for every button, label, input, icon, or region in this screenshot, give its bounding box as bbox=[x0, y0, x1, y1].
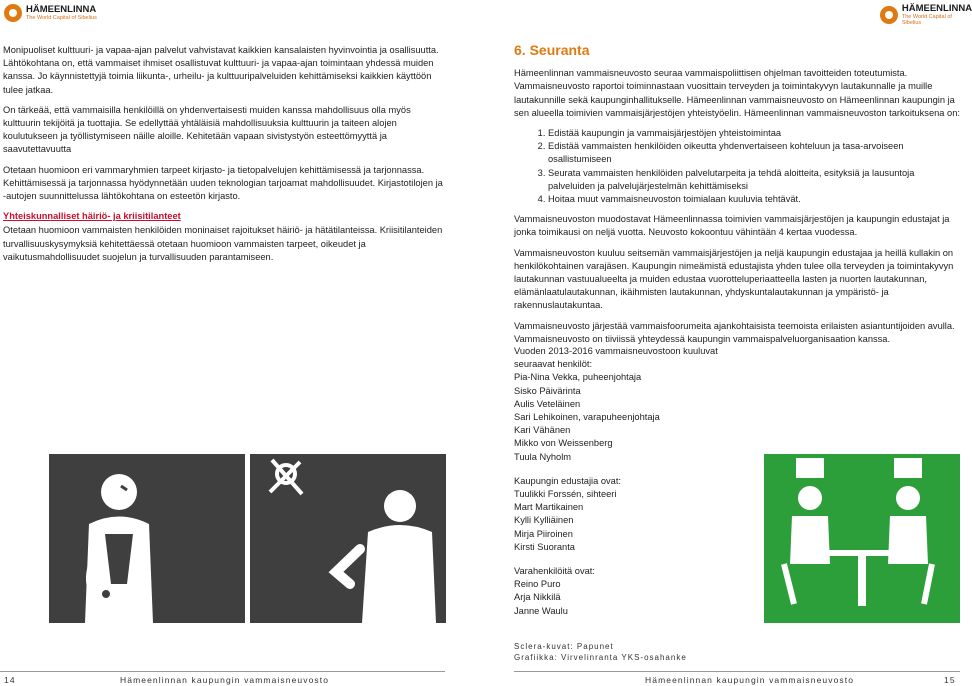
list-item: Mirja Piiroinen bbox=[514, 528, 573, 539]
list-item: Aulis Veteläinen bbox=[514, 398, 581, 409]
sun-logo-icon bbox=[880, 6, 898, 24]
left-column bbox=[3, 44, 443, 271]
purpose-list bbox=[514, 127, 960, 206]
footer-divider bbox=[514, 671, 960, 672]
list-item: Kylli Kylliäinen bbox=[514, 515, 574, 526]
logo-tagline: The World Capital of Sibelius bbox=[26, 15, 97, 21]
meeting-icon bbox=[764, 454, 960, 623]
list-item: Sari Lehikoinen, varapuheenjohtaja bbox=[514, 412, 660, 423]
alt-intro: Varahenkilöitä ovat: bbox=[514, 566, 595, 577]
image-credits bbox=[514, 642, 687, 663]
paragraph: Vammaisneuvosto järjestää vammaisfoorumeita ajankohtaisista teemoista erilaisten asiantuntijoiden avulla. Vammaisneuvosto on tiiviissä yhteydessä kaupungin vammaispalveluorganisaation kanssa. bbox=[514, 320, 955, 344]
section-heading: 6. Seuranta bbox=[514, 42, 590, 58]
list-item: Tuulikki Forssén, sihteeri bbox=[514, 489, 617, 500]
paragraph: On tärkeää, että vammaisilla henkilöillä on yhdenvertaisesti muiden kanssa mahdollisuus olla myös kulttuurin tekijöitä ja tuottajia. Se edellyttää yhtäläisiä mahdollisuuksia kulttuurin ja taiteen alojen koulutukseen ja työllistymiseen näille aloille. Kehitetään vapaan sivistystyön esteettömyyttä ja saavutettavuutta bbox=[3, 104, 411, 155]
logo-name: HÄMEENLINNA bbox=[901, 3, 972, 14]
credit-line: Sclera-kuvat: Papunet bbox=[514, 642, 614, 651]
list-item: Janne Waulu bbox=[514, 605, 568, 616]
page-number-left: 14 bbox=[4, 675, 16, 685]
section-subheading: Yhteiskunnalliset häiriö- ja kriisitilanteet bbox=[3, 211, 181, 222]
logo-name: HÄMEENLINNA bbox=[26, 4, 97, 15]
right-column bbox=[514, 44, 960, 353]
list-item: 4. Hoitaa muut vammaisneuvoston toimialaan kuuluvia tehtävät. bbox=[548, 193, 960, 206]
logo-left bbox=[4, 4, 97, 22]
list-item: Reino Puro bbox=[514, 579, 561, 590]
paragraph: Vammaisneuvoston kuuluu seitsemän vammaisjärjestöjen ja neljä kaupungin edustajaa ja heillä kullakin on henkilökohtainen varajäsen. Kaupungin nimeämistä edustajista yhden tulee olla terveyden ja toimintakyvyn lautakunnan vastuualueelta ja muiden edustaa vuorotteluperiaatteella lasten ja nuorten lautakunnan, elämänlaatulautakunnan, ikäihmisten lautakunnan, yhdyskuntalautakunnan ja ympäristö- ja rakennuslautakuntaa. bbox=[514, 247, 954, 311]
members-intro: Vuoden 2013-2016 vammaisneuvostoon kuuluvat seuraavat henkilöt: bbox=[514, 346, 718, 370]
list-item: Tuula Nyholm bbox=[514, 451, 572, 462]
footer-title-right: Hämeenlinnan kaupungin vammaisneuvosto bbox=[645, 675, 855, 685]
sun-logo-icon bbox=[4, 4, 22, 22]
paragraph: Otetaan huomioon vammaisten henkilöiden moninaiset rajoitukset häiriö- ja hätätilanteissa. Kriisitilanteiden turvallisuuskysymyksiä kehitettäessä otetaan huomioon vammaisten tarpeet, oikeudet ja vaikutusmahdollisuudet suojelun ja turvallisuuden parantamiseen. bbox=[3, 225, 443, 262]
pictogram-tools bbox=[250, 454, 446, 623]
footer-divider bbox=[0, 671, 445, 672]
list-item: Kirsti Suoranta bbox=[514, 541, 575, 552]
footer-title-left: Hämeenlinnan kaupungin vammaisneuvosto bbox=[120, 675, 330, 685]
list-item: Mikko von Weissenberg bbox=[514, 438, 613, 449]
tools-icon bbox=[250, 454, 446, 623]
paragraph: Vammaisneuvoston muodostavat Hämeenlinnassa toimivien vammaisjärjestöjen ja kaupungin edustajat ja jonka toimikausi on neljä vuotta. Neuvosto kokoontuu vähintään 4 kertaa vuodessa. bbox=[514, 214, 950, 238]
list-item: 2. Edistää vammaisten henkilöiden oikeutta yhdenvertaiseen kohteluun ja tasa-arvoiseen osallistumiseen bbox=[548, 140, 960, 166]
list-item: Mart Martikainen bbox=[514, 502, 584, 513]
logo-tagline: The World Capital of Sibelius bbox=[901, 14, 952, 26]
paragraph: Hämeenlinnan vammaisneuvosto seuraa vammaispoliittisen ohjelman tavoitteiden toteutumista. Vammaisneuvosto raportoi toiminnastaan vuosittain terveyden ja toimintakyvyn lautakunnalle ja muille lautakunnille sekä kaupunginhallitukselle. Hämeenlinnan vammaisneuvosto on Hämeenlinnan kaupungin ja sen alueella toimivien vammaisjärjestöjen yhteistyöelin. Hämeenlinnan vammaisneuvoston tarkoituksena on: bbox=[514, 68, 960, 118]
list-item: Pia-Nina Vekka, puheenjohtaja bbox=[514, 372, 642, 383]
city-intro: Kaupungin edustajia ovat: bbox=[514, 475, 621, 486]
logo-right bbox=[880, 4, 972, 26]
list-item: Sisko Päivärinta bbox=[514, 385, 581, 396]
page-number-right: 15 bbox=[944, 675, 956, 685]
list-item: 1. Edistää kaupungin ja vammaisjärjestöjen yhteistoimintaa bbox=[548, 127, 960, 140]
members-list bbox=[514, 345, 754, 629]
pictogram-meeting bbox=[764, 454, 960, 623]
list-item: 3. Seurata vammaisten henkilöiden palvelutarpeita ja tehdä aloitteita, esityksiä ja lausuntoja palveluiden ja palvelujärjestelmän kehittämiseksi bbox=[548, 167, 960, 193]
list-item: Kari Vähänen bbox=[514, 425, 571, 436]
paragraph: Monipuoliset kulttuuri- ja vapaa-ajan palvelut vahvistavat kaikkien kansalaisten hyvinvointia ja osallisuutta. Lähtökohtana on, että vammaiset ihmiset osallistuvat kulttuuri- ja vapaa-ajan toimintaan yhdessä muiden kanssa. Jo käynnistettyjä toimia liikunta-, urheilu- ja kulttuuripalveluiden kehittämiseksi kaikkien käyttöön tulee jatkaa. bbox=[3, 45, 439, 95]
pictogram-doctor bbox=[49, 454, 245, 623]
credit-line: Grafiikka: Virvelinranta YKS-osahanke bbox=[514, 652, 687, 662]
paragraph: Otetaan huomioon eri vammaryhmien tarpeet kirjasto- ja tietopalvelujen kehittämisessä ja tarjonnassa. Kehittämisessä ja tarjonnassa hyödynnetään uuden teknologian tarjoamat mahdollisuudet. Kirjastotilojen ja -autojen suunnittelussa lähtökohtana on esteetön kirjasto. bbox=[3, 164, 443, 202]
list-item: Arja Nikkilä bbox=[514, 592, 561, 603]
doctor-icon bbox=[49, 454, 245, 623]
